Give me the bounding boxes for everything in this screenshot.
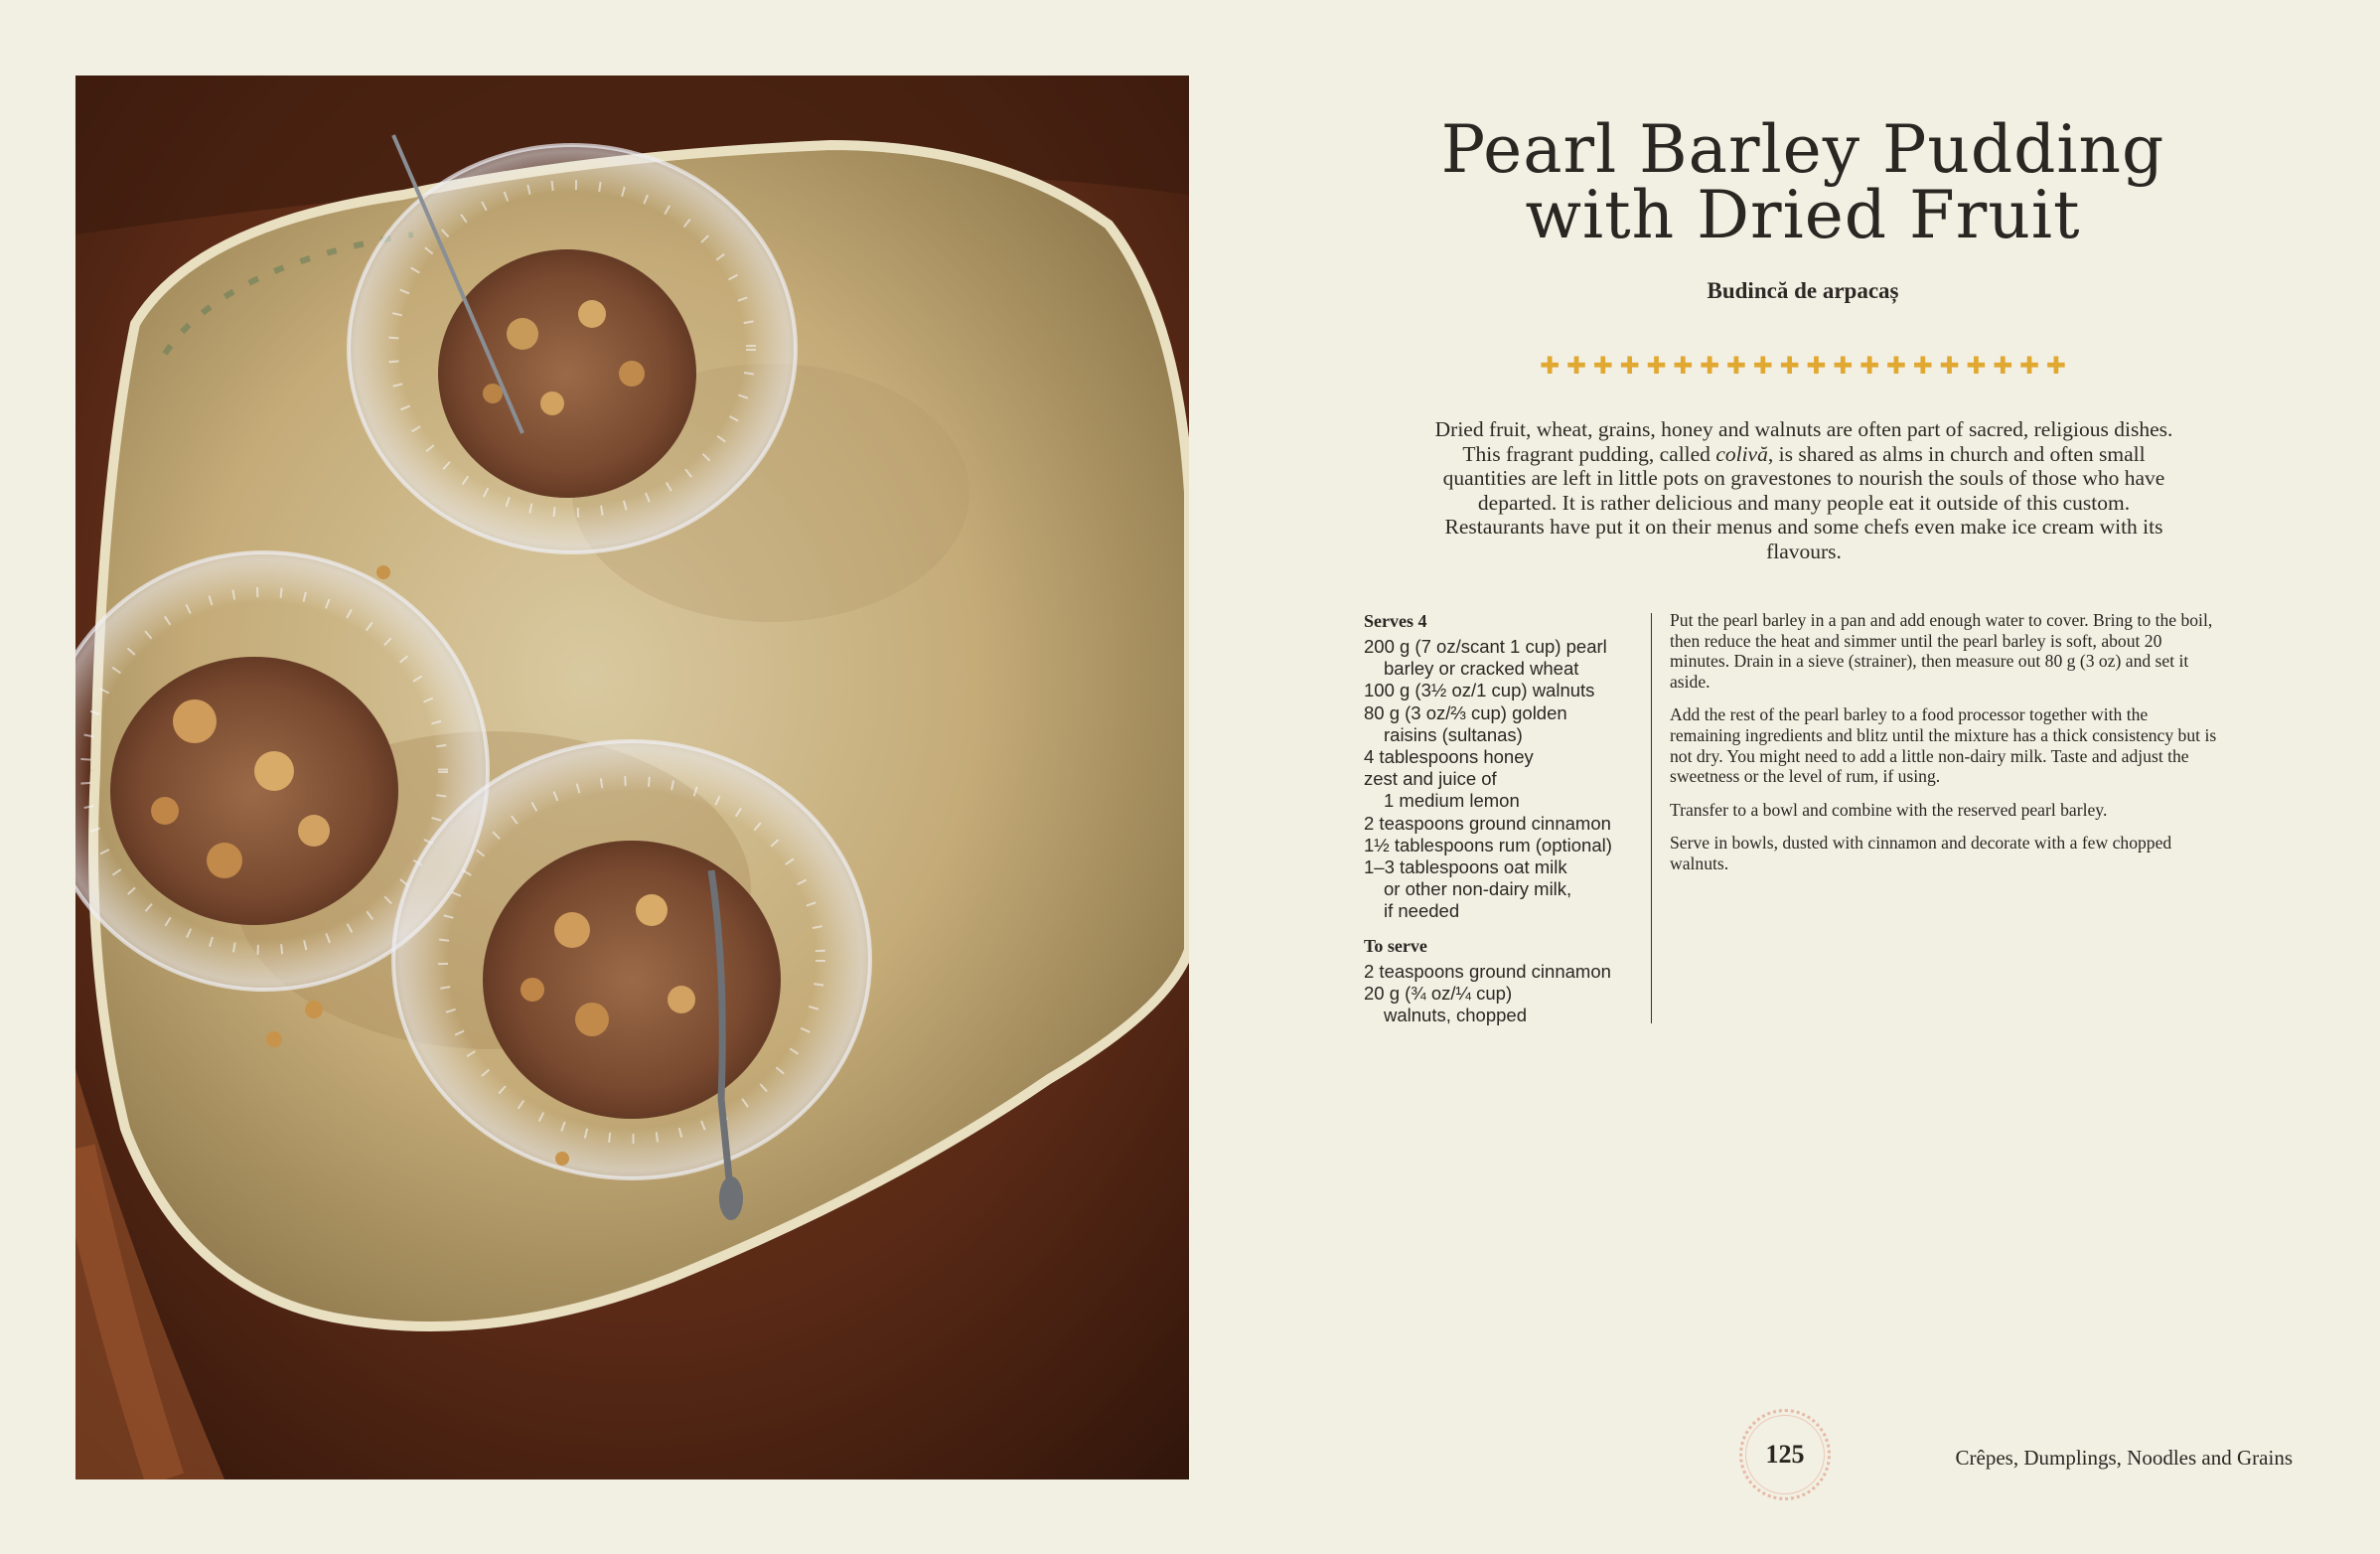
ingredient-line-continued: walnuts, chopped xyxy=(1384,1005,1527,1026)
ingredient-line: 1½ tablespoons rum (optional) xyxy=(1364,834,1612,855)
ornament-cross-icon: ✚ xyxy=(1779,352,1800,380)
ingredient-line: 1–3 tablespoons oat milk xyxy=(1364,856,1567,878)
ornament-cross-icon: ✚ xyxy=(1592,352,1613,380)
pudding-bowls-illustration xyxy=(75,76,1189,1479)
intro-text-1: Dried fruit, wheat, grains, honey and walnuts are often part of sacred, religious dishes. This fragrant pudding, called xyxy=(1434,417,2173,466)
ingredient-line-continued: raisins (sultanas) xyxy=(1384,723,1523,745)
ingredient-line: 100 g (3½ oz/1 cup) walnuts xyxy=(1364,680,1595,701)
ornament-cross-icon: ✚ xyxy=(1806,352,1827,380)
intro-text-2: , is shared as alms in church and often small quantities are left in little pots on gravestones to nourish the souls of those who have departed. It is rather delicious and many people eat it outside of this custom. Restaurants have put it on their menus and some chefs even make ice cream with its flavours. xyxy=(1442,441,2165,563)
ingredient-line-continued: or other non-dairy milk, xyxy=(1384,878,1572,900)
ornament-cross-icon: ✚ xyxy=(1646,352,1667,380)
ingredient-line: 80 g (3 oz/⅔ cup) golden xyxy=(1364,701,1567,723)
recipe-subtitle: Budincă de arpacaș xyxy=(1707,278,1899,303)
to-serve-heading: To serve xyxy=(1364,935,1427,956)
ingredient-item xyxy=(1364,835,1644,856)
section-footer: Crêpes, Dumplings, Noodles and Grains xyxy=(1955,1446,2293,1470)
recipe-intro xyxy=(1428,417,2179,564)
method-step: Add the rest of the pearl barley to a food processor together with the remaining ingredients and blitz until the mixture has a thick consistency but is not dry. You might need to add a little non-dairy milk. Taste and adjust the sweetness or the level of rum, if using. xyxy=(1670,704,2217,787)
ornament-cross-icon: ✚ xyxy=(1859,352,1880,380)
ornament-divider xyxy=(1540,352,2066,380)
ingredient-item xyxy=(1364,961,1644,983)
ornament-cross-icon: ✚ xyxy=(2045,352,2066,380)
ingredient-item xyxy=(1364,636,1644,680)
title-line-1: Pearl Barley Pudding xyxy=(1440,111,2165,188)
ornament-cross-icon: ✚ xyxy=(1699,352,1720,380)
ornament-cross-icon: ✚ xyxy=(1725,352,1746,380)
method-column xyxy=(1670,610,2220,887)
column-divider xyxy=(1651,613,1652,1023)
ingredient-list xyxy=(1364,636,1644,923)
ornament-cross-icon: ✚ xyxy=(2018,352,2040,380)
ingredient-item xyxy=(1364,856,1644,900)
ornament-cross-icon: ✚ xyxy=(1565,352,1586,380)
to-serve-list xyxy=(1364,961,1644,1027)
ingredient-line: 2 teaspoons ground cinnamon xyxy=(1364,960,1611,982)
ingredients-column xyxy=(1364,610,1644,1026)
ingredient-line-continued: if needed xyxy=(1384,900,1460,922)
ingredient-item xyxy=(1364,813,1644,835)
ornament-cross-icon: ✚ xyxy=(1673,352,1694,380)
ingredient-item xyxy=(1364,746,1644,768)
ingredient-line: zest and juice of xyxy=(1364,768,1497,790)
ornament-cross-icon: ✚ xyxy=(1885,352,1906,380)
page-number: 125 xyxy=(1765,1440,1805,1469)
serves-heading: Serves 4 xyxy=(1364,611,1427,631)
ornament-cross-icon: ✚ xyxy=(1619,352,1640,380)
ornament-cross-icon: ✚ xyxy=(1833,352,1854,380)
ornament-cross-icon: ✚ xyxy=(1939,352,1960,380)
ingredient-item xyxy=(1364,680,1644,701)
ingredient-line: 2 teaspoons ground cinnamon xyxy=(1364,812,1611,834)
ornament-cross-icon: ✚ xyxy=(1752,352,1773,380)
ingredient-item xyxy=(1364,768,1644,812)
ingredient-item xyxy=(1364,702,1644,746)
recipe-photo xyxy=(75,76,1189,1479)
ingredient-item xyxy=(1364,900,1644,922)
recipe-title xyxy=(1391,111,2215,253)
ingredient-line: 4 tablespoons honey xyxy=(1364,746,1534,768)
page-number-badge xyxy=(1739,1409,1831,1500)
intro-italic-term: colivă xyxy=(1715,441,1768,466)
ingredient-line: 200 g (7 oz/scant 1 cup) pearl xyxy=(1364,636,1607,657)
method-step: Transfer to a bowl and combine with the reserved pearl barley. xyxy=(1670,799,2108,820)
ingredient-line: 20 g (¾ oz/¼ cup) xyxy=(1364,982,1513,1004)
ingredient-line-continued: barley or cracked wheat xyxy=(1384,658,1579,680)
ingredient-item xyxy=(1364,983,1644,1026)
ornament-cross-icon: ✚ xyxy=(1993,352,2013,380)
method-step: Serve in bowls, dusted with cinnamon and decorate with a few chopped walnuts. xyxy=(1670,833,2172,873)
ornament-cross-icon: ✚ xyxy=(1540,352,1561,380)
method-step: Put the pearl barley in a pan and add enough water to cover. Bring to the boil, then reduce the heat and simmer until the pearl barley is soft, about 20 minutes. Drain in a sieve (strainer), then measure out 80 g (3 oz) and set it aside. xyxy=(1670,610,2213,692)
ingredient-line-continued: 1 medium lemon xyxy=(1384,790,1520,812)
ornament-cross-icon: ✚ xyxy=(1912,352,1933,380)
title-line-2: with Dried Fruit xyxy=(1525,177,2081,253)
ornament-cross-icon: ✚ xyxy=(1966,352,1987,380)
